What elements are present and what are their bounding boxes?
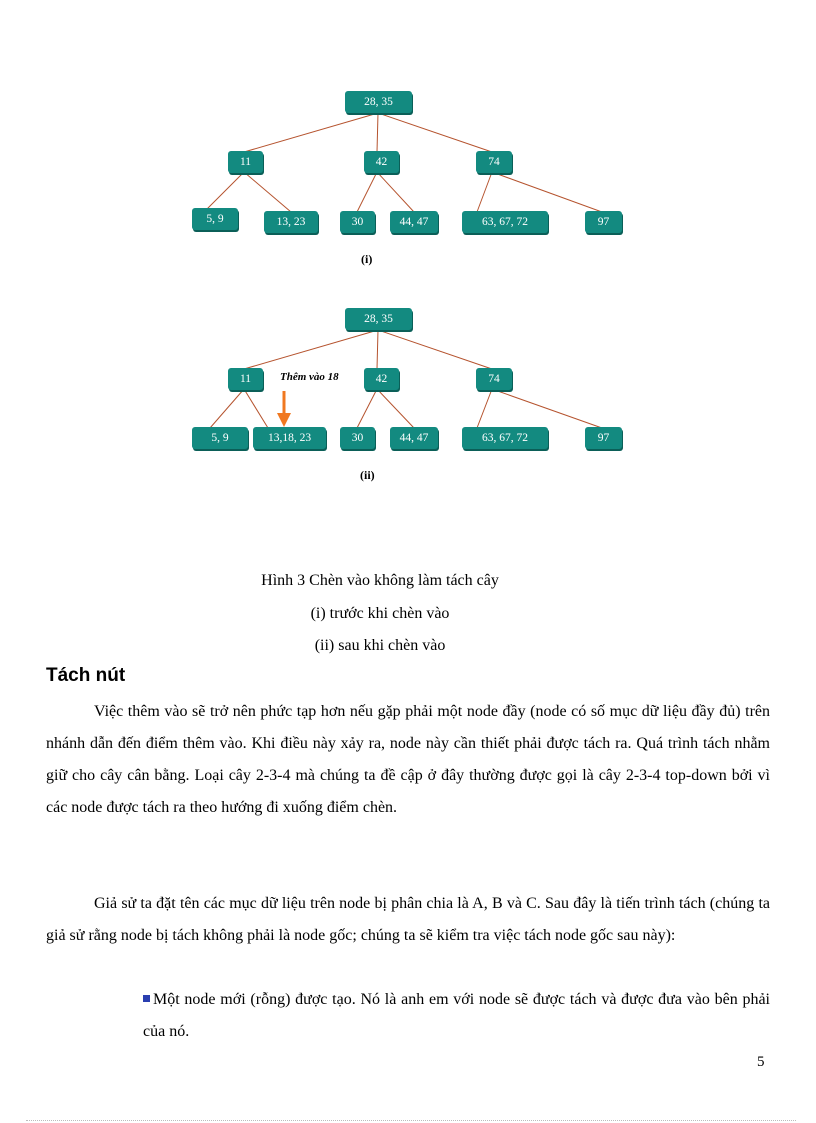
page-number: 5 (757, 1054, 765, 1070)
leaf-node: 13, 23 (264, 211, 318, 233)
root-node: 28, 35 (345, 91, 412, 113)
node-42: 42 (364, 151, 399, 173)
page-bottom-divider (26, 1120, 796, 1121)
node-11: 11 (228, 368, 263, 390)
node-11: 11 (228, 151, 263, 173)
paragraph-2: Giả sử ta đặt tên các mục dữ liệu trên node bị phân chia là A, B và C. Sau đây là tiến trình tách (chúng ta giả sử rằng node bị tách không phải là node gốc; chúng ta sẽ kiểm tra việc tách node gốc sau này): (46, 895, 770, 944)
tree-edges-after (0, 0, 816, 500)
bullet-item (143, 984, 770, 1048)
bullet-square-icon (143, 995, 150, 1002)
leaf-node: 30 (340, 427, 375, 449)
leaf-node: 44, 47 (390, 427, 438, 449)
figure-caption-line-3: (ii) sau khi chèn vào (314, 637, 446, 654)
leaf-node: 30 (340, 211, 375, 233)
figure-label-ii: (ii) (360, 468, 375, 482)
leaf-node-inserted: 13,18, 23 (253, 427, 326, 449)
figure-caption-line-2: (i) trước khi chèn vào (310, 605, 450, 622)
leaf-node: 97 (585, 211, 622, 233)
leaf-node: 63, 67, 72 (462, 211, 548, 233)
root-node: 28, 35 (345, 308, 412, 330)
paragraph-1: Việc thêm vào sẽ trở nên phức tạp hơn nếu gặp phải một node đầy (node có số mục dữ liệu đầy đủ) trên nhánh dẫn đến điểm thêm vào. Khi điều này xảy ra, node này cần thiết phải được tách ra. Quá trình tách nhằm giữ cho cây cân bằng. Loại cây 2-3-4 mà chúng ta đề cập ở đây thường được gọi là cây 2-3-4 top-down bởi vì các node được tách ra theo hướng đi xuống điểm chèn. (46, 703, 770, 816)
leaf-node: 97 (585, 427, 622, 449)
insert-annotation: Thêm vào 18 (280, 371, 339, 383)
tree-diagram-after (0, 0, 816, 500)
leaf-node: 44, 47 (390, 211, 438, 233)
node-74: 74 (476, 151, 512, 173)
insert-arrow-icon (277, 391, 291, 427)
node-42: 42 (364, 368, 399, 390)
leaf-node: 63, 67, 72 (462, 427, 548, 449)
leaf-node: 5, 9 (192, 208, 238, 230)
bullet-text: Một node mới (rỗng) được tạo. Nó là anh em với node sẽ được tách và được đưa vào bên phải của nó. (143, 991, 770, 1040)
leaf-node: 5, 9 (192, 427, 248, 449)
node-74: 74 (476, 368, 512, 390)
figure-caption-line-1: Hình 3 Chèn vào không làm tách cây (261, 572, 499, 589)
section-heading: Tách nút (46, 665, 126, 686)
figure-label-i: (i) (361, 252, 373, 266)
